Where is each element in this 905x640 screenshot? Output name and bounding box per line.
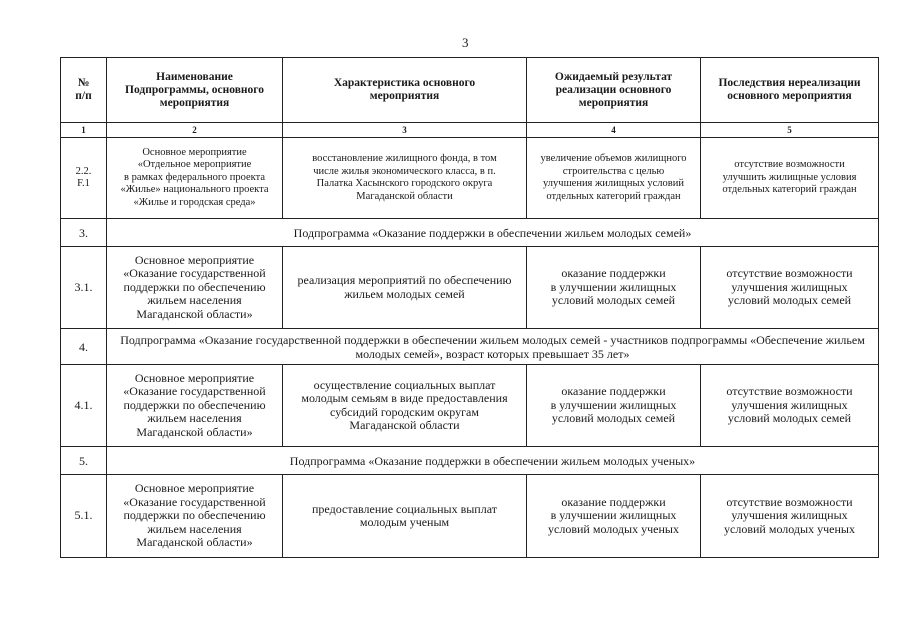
row-number: 3.1. xyxy=(61,247,107,329)
activity-consequence: отсутствие возможности улучшения жилищных условий молодых семей xyxy=(701,247,879,329)
activity-consequence: отсутствие возможности улучшить жилищные условия отдельных категорий граждан xyxy=(701,138,879,219)
column-number: 1 xyxy=(61,123,107,138)
activity-characteristic: восстановление жилищного фонда, в том числе жилья экономического класса, в п. Палатка Хасынского городского округа Магаданской области xyxy=(283,138,527,219)
section-title: Подпрограмма «Оказание поддержки в обеспечении жильем молодых ученых» xyxy=(107,447,879,475)
activity-result: оказание поддержки в улучшении жилищных условий молодых ученых xyxy=(527,475,701,558)
activity-result: увеличение объемов жилищного строительства с целью улучшения жилищных условий отдельных категорий граждан xyxy=(527,138,701,219)
activity-characteristic: предоставление социальных выплат молодым ученым xyxy=(283,475,527,558)
row-number: 5.1. xyxy=(61,475,107,558)
section-number: 5. xyxy=(61,447,107,475)
header-number: № п/п xyxy=(61,58,107,123)
row-number: 2.2. F.1 xyxy=(61,138,107,219)
table-row xyxy=(61,475,879,558)
activity-name: Основное мероприятие «Оказание государственной поддержки по обеспечению жильем населения Магаданской области» xyxy=(107,365,283,447)
activity-consequence: отсутствие возможности улучшения жилищных условий молодых ученых xyxy=(701,475,879,558)
activity-result: оказание поддержки в улучшении жилищных условий молодых семей xyxy=(527,365,701,447)
header-name: Наименование Подпрограммы, основного мероприятия xyxy=(107,58,283,123)
section-row xyxy=(61,219,879,247)
section-row xyxy=(61,329,879,365)
column-number: 4 xyxy=(527,123,701,138)
column-numbers-row xyxy=(61,123,879,138)
table-header-row xyxy=(61,58,879,123)
section-title: Подпрограмма «Оказание государственной поддержки в обеспечении жильем молодых семей - участников подпрограммы «Обеспечение жильем молодых семей», возраст которых превышает 35 лет» xyxy=(107,329,879,365)
table-row xyxy=(61,138,879,219)
column-number: 2 xyxy=(107,123,283,138)
section-title: Подпрограмма «Оказание поддержки в обеспечении жильем молодых семей» xyxy=(107,219,879,247)
section-row xyxy=(61,447,879,475)
activity-characteristic: реализация мероприятий по обеспечению жильем молодых семей xyxy=(283,247,527,329)
column-number: 3 xyxy=(283,123,527,138)
header-characteristic: Характеристика основного мероприятия xyxy=(283,58,527,123)
activity-characteristic: осуществление социальных выплат молодым семьям в виде предоставления субсидий городским округам Магаданской области xyxy=(283,365,527,447)
activity-consequence: отсутствие возможности улучшения жилищных условий молодых семей xyxy=(701,365,879,447)
activities-table xyxy=(60,57,879,558)
section-number: 3. xyxy=(61,219,107,247)
page-number: 3 xyxy=(462,35,469,50)
header-consequence: Последствия нереализации основного мероприятия xyxy=(701,58,879,123)
table-row xyxy=(61,365,879,447)
row-number: 4.1. xyxy=(61,365,107,447)
activity-name: Основное мероприятие «Оказание государственной поддержки по обеспечению жильем населения Магаданской области» xyxy=(107,475,283,558)
column-number: 5 xyxy=(701,123,879,138)
table-row xyxy=(61,247,879,329)
section-number: 4. xyxy=(61,329,107,365)
activity-name: Основное мероприятие «Отдельное мероприятие в рамках федерального проекта «Жилье» национального проекта «Жилье и городская среда» xyxy=(107,138,283,219)
activity-result: оказание поддержки в улучшении жилищных условий молодых семей xyxy=(527,247,701,329)
header-result: Ожидаемый результат реализации основного мероприятия xyxy=(527,58,701,123)
activity-name: Основное мероприятие «Оказание государственной поддержки по обеспечению жильем населения Магаданской области» xyxy=(107,247,283,329)
